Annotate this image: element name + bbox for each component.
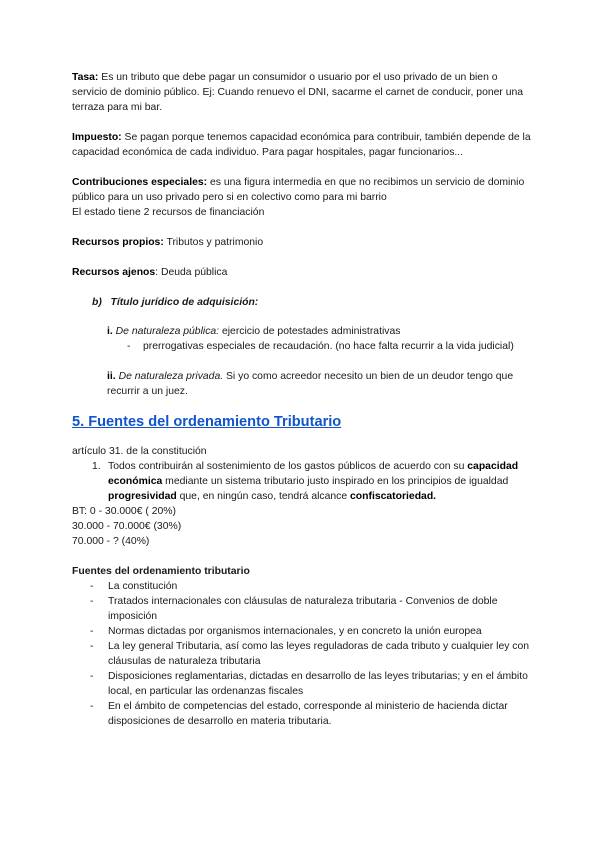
term-contribuciones: Contribuciones especiales:: [72, 177, 208, 188]
paragraph-recursos-propios: [72, 235, 532, 250]
list-item-text: La constitución: [108, 581, 178, 592]
list-item: [72, 639, 532, 669]
term-impuesto: Impuesto:: [72, 132, 122, 143]
dash-marker: -: [90, 671, 94, 682]
tramo-2: 30.000 - 70.000€ (30%): [72, 521, 182, 532]
list-item: [72, 624, 532, 639]
term-recursos-ajenos: Recursos ajenos: [72, 267, 156, 278]
item-naturaleza-privada: [107, 369, 532, 399]
articulo-text-3: que, en ningún caso, tendrá alcance: [176, 491, 351, 502]
dash-marker: -: [127, 341, 131, 352]
list-item-text: Tratados internacionales con cláusulas de naturaleza tributaria - Convenios de doble imposición: [108, 596, 498, 622]
dash-marker: -: [90, 596, 94, 607]
item-naturaleza-publica: [107, 324, 532, 354]
item-i-marker: i.: [107, 326, 113, 337]
text-contribuciones: es una figura intermedia en que no recibimos un servicio de dominio público para un uso privado pero si en colectivo como para mi barrio: [72, 177, 525, 203]
dash-marker: -: [90, 701, 94, 712]
tramo-3: 70.000 - ? (40%): [72, 536, 150, 547]
item-i-text: ejercicio de potestades administrativas: [219, 326, 401, 337]
paragraph-recursos-ajenos: [72, 265, 532, 280]
articulo-intro: artículo 31. de la constitución: [72, 446, 207, 457]
list-item: [72, 669, 532, 699]
paragraph-impuesto: [72, 130, 532, 160]
document-page: [72, 70, 532, 729]
subheading-text: Título jurídico de adquisición:: [110, 297, 259, 308]
section-title-fuentes: 5. Fuentes del ordenamiento Tributario: [72, 414, 342, 430]
term-recursos-propios: Recursos propios:: [72, 237, 164, 248]
list-item: [72, 594, 532, 624]
item-i-subitem: [127, 339, 532, 354]
list-item-text: La ley general Tributaria, así como las leyes reguladoras de cada tributo y cualquier ley con cláusulas de naturaleza tributaria: [108, 641, 530, 667]
tramo-1: BT: 0 - 30.000€ ( 20%): [72, 506, 176, 517]
articulo-text-1: Todos contribuirán al sostenimiento de los gastos públicos de acuerdo con su: [108, 461, 468, 472]
list-item-text: En el ámbito de competencias del estado, corresponde al ministerio de hacienda dictar disposiciones de desarrollo en materia tributaria.: [108, 701, 508, 727]
item-ii-marker: ii.: [107, 371, 116, 382]
text-impuesto: Se pagan porque tenemos capacidad económica para contribuir, también depende de la capacidad económica de cada individuo. Para pagar hospitales, pagar funcionarios...: [72, 132, 531, 158]
articulo-text-2: mediante un sistema tributario justo inspirado en los principios de igualdad: [162, 476, 509, 487]
term-confiscatoriedad: confiscatoriedad.: [350, 491, 437, 502]
subheading-titulo-juridico: [92, 295, 532, 310]
number-marker: 1.: [92, 461, 101, 472]
term-capacidad: capacidad económica: [108, 461, 519, 487]
contribuciones-line: [72, 175, 532, 205]
text-recursos-ajenos: : Deuda pública: [155, 267, 228, 278]
term-progresividad: progresividad: [108, 491, 177, 502]
item-i-term: De naturaleza pública:: [115, 326, 220, 337]
fuentes-list: [72, 579, 532, 729]
list-item: [72, 579, 532, 594]
list-item-text: Disposiciones reglamentarias, dictadas en desarrollo de las leyes tributarias; y en el ámbito local, en particular las ordenanzas fiscales: [108, 671, 528, 697]
subheading-marker: b): [92, 297, 102, 308]
list-item-text: Normas dictadas por organismos internacionales, y en concreto la unión europea: [108, 626, 482, 637]
item-ii-text: Si yo como acreedor necesito un bien de un deudor tengo que recurrir a un juez.: [107, 371, 514, 397]
text-tasa: Es un tributo que debe pagar un consumidor o usuario por el uso privado de un bien o servicio de dominio público. Ej: Cuando renuevo el DNI, sacarme el carnet de conducir, poner una terraza para mi bar.: [72, 72, 524, 113]
dash-marker: -: [90, 581, 94, 592]
text-recursos-propios: Tributos y patrimonio: [163, 237, 264, 248]
fuentes-list-title: Fuentes del ordenamiento tributario: [72, 566, 250, 577]
dash-marker: -: [90, 626, 94, 637]
item-i-line: [107, 324, 532, 339]
articulo-item-1: [92, 459, 532, 504]
item-ii-term: De naturaleza privada.: [118, 371, 224, 382]
paragraph-tasa: [72, 70, 532, 115]
paragraph-contribuciones: [72, 175, 532, 220]
dash-marker: -: [90, 641, 94, 652]
term-tasa: Tasa:: [72, 72, 99, 83]
text-financiacion: El estado tiene 2 recursos de financiación: [72, 207, 265, 218]
list-item: [72, 699, 532, 729]
item-ii-line: [107, 369, 532, 399]
item-i-subitem-text: prerrogativas especiales de recaudación. (no hace falta recurrir a la vida judicial): [143, 341, 514, 352]
